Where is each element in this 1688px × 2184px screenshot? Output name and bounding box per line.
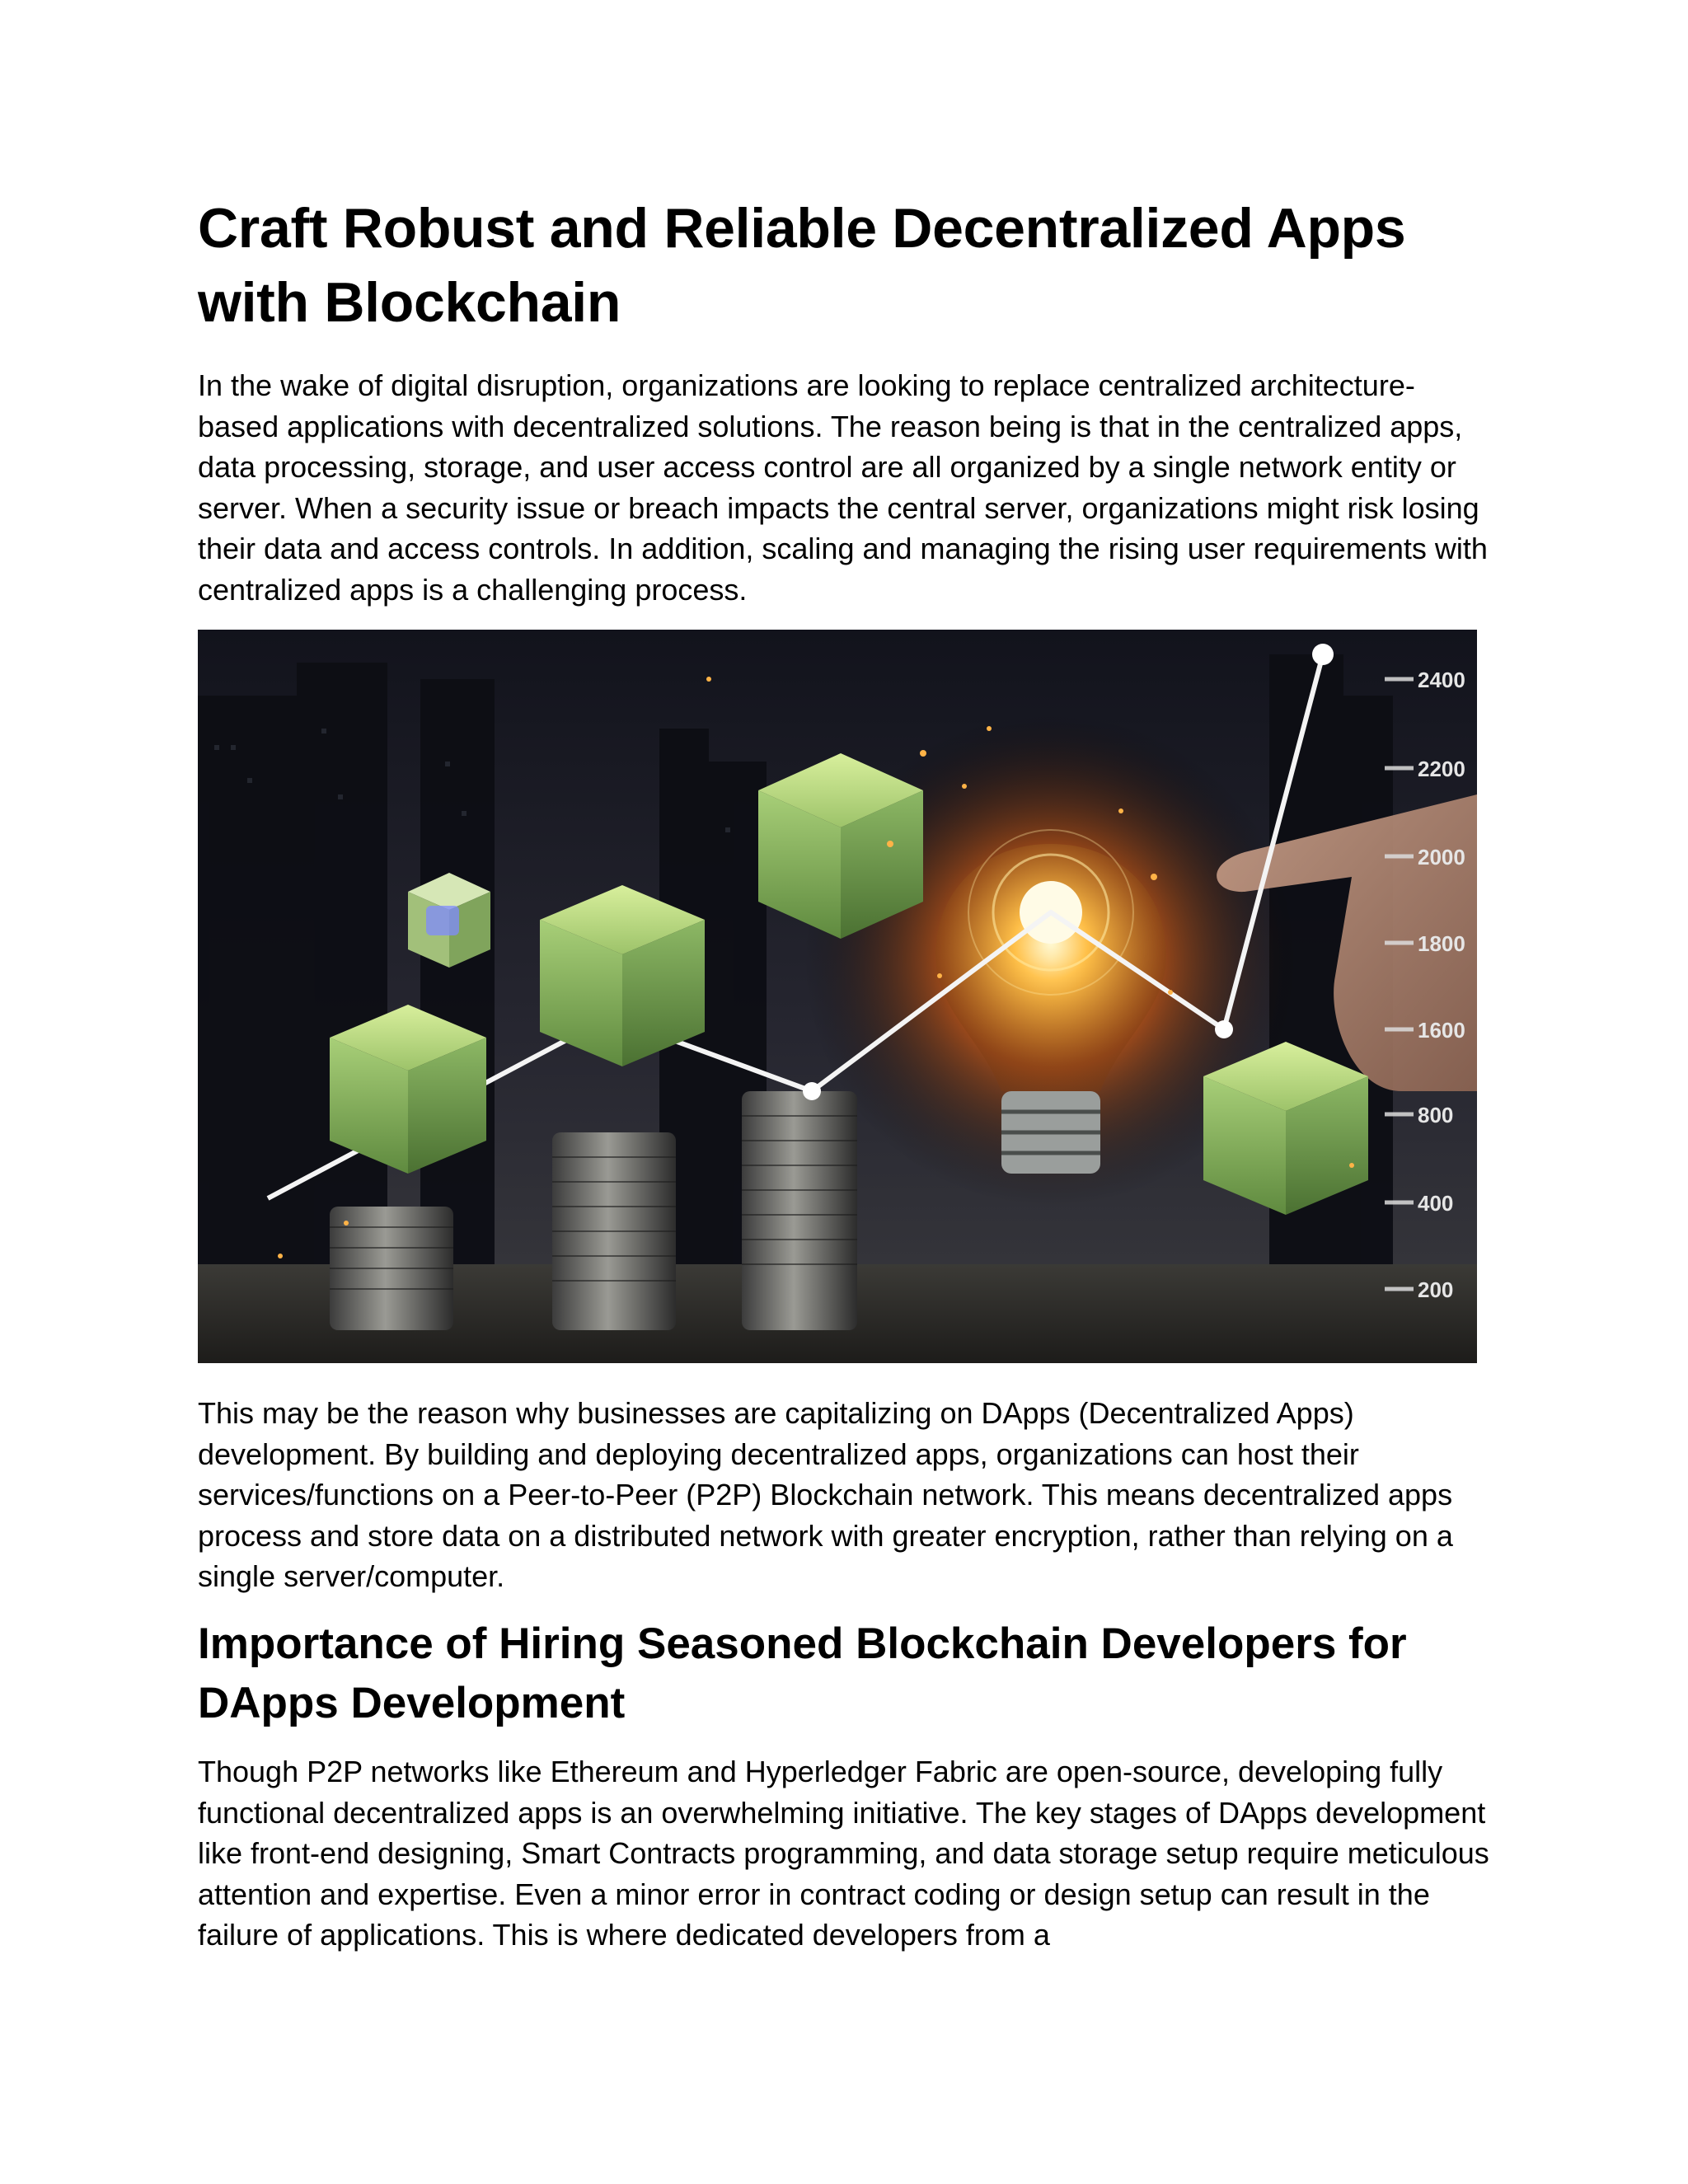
hero-image [198,630,1477,1363]
paragraph-3-block [198,1751,1492,1956]
axis-label-1600: 1600 [1418,1018,1465,1043]
article-title: Craft Robust and Reliable Decentralized Apps with Blockchain [198,197,1406,334]
section-heading: Importance of Hiring Seasoned Blockchain Developers for DApps Development [198,1619,1407,1727]
axis-label-2200: 2200 [1418,757,1465,781]
axis-label-400: 400 [1418,1191,1454,1216]
axis-label-200: 200 [1418,1277,1454,1302]
section-heading-block [198,1615,1492,1733]
paragraph-2-block [198,1393,1492,1597]
paragraph-3: Though P2P networks like Ethereum and Hyperledger Fabric are open-source, developing fully functional decentralized apps is an overwhelming initiative. The key stages of DApps development like front-end designing, Smart Contracts programming, and data storage setup require meticulous attention and expertise. Even a minor error in contract coding or design setup can result in the failure of applications. This is where dedicated developers from a [198,1755,1489,1952]
axis-label-800: 800 [1418,1103,1454,1127]
article-title-block [198,191,1492,340]
axis-label-2000: 2000 [1418,845,1465,869]
axis-label-2400: 2400 [1418,668,1465,692]
axis-label-1800: 1800 [1418,931,1465,956]
intro-block [198,365,1492,610]
intro-paragraph: In the wake of digital disruption, organizations are looking to replace centralized architecture-based applications with decentralized solutions. The reason being is that in the centralized apps, data processing, storage, and user access control are all organized by a single network entity or server. When a security issue or breach impacts the central server, organizations might risk losing their data and access controls. In addition, scaling and managing the rising user requirements with centralized apps is a challenging process. [198,368,1488,607]
paragraph-2: This may be the reason why businesses are capitalizing on DApps (Decentralized Apps) development. By building and deploying decentralized apps, organizations can host their services/functions on a Peer-to-Peer (P2P) Blockchain network. This means decentralized apps process and store data on a distributed network with greater encryption, rather than relying on a single server/computer. [198,1396,1453,1593]
